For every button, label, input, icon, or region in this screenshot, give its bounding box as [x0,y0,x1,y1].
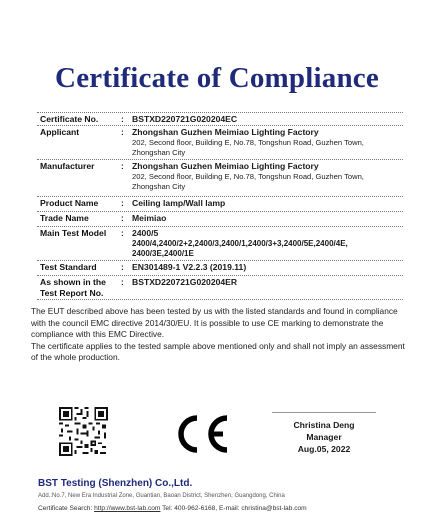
test-report-value: BSTXD220721G020204ER [132,277,238,287]
manufacturer-address: 202, Second floor, Building E, No.78, Tongshun Road, Guzhen Town, Zhongshan City [132,171,364,192]
colon: : [121,127,124,137]
row-test-report [37,275,403,300]
row-applicant [37,125,403,159]
label-trade-name: Trade Name [40,213,89,223]
footer [38,478,418,512]
row-product-name [37,196,403,211]
qr-code-icon [59,407,108,456]
colon: : [121,262,124,272]
company-name: BST Testing (Shenzhen) Co.,Ltd. [38,478,193,489]
label-manufacturer: Manufacturer [40,161,95,171]
label-main-test-model: Main Test Model [40,228,107,238]
signatory-name: Christina Deng [293,420,355,430]
signature-block [272,412,376,455]
row-test-standard [37,260,403,275]
certificate-search-label: Certificate Search: [38,505,93,512]
product-name-value: Ceiling lamp/Wall lamp [132,198,226,208]
trade-name-value: Meimiao [132,213,167,223]
statement-paragraph-1: The EUT described above has been tested by us with the listed standards and found in compliance with the council EMC directive 2014/30/EU. It is possible to use CE marking to demonstrate the compliance with this EMC Directive. [31,306,398,340]
colon: : [121,161,124,171]
signatory-title: Manager [306,432,342,442]
row-trade-name [37,211,403,226]
certificate-info-table [37,112,403,300]
company-email: E-mail: christina@bst-lab.com [218,505,307,512]
certificate-no-value: BSTXD220721G020204EC [132,114,238,124]
colon: : [121,198,124,208]
signature-date: Aug.05, 2022 [297,444,351,454]
label-test-standard: Test Standard [40,262,97,272]
label-test-report-line2: Test Report No. [40,287,104,298]
manufacturer-name: Zhongshan Guzhen Meimiao Lighting Factory [132,161,319,171]
statement-paragraph-2: The certificate applies to the tested sample above mentioned only and shall not imply an assessment of the whole production. [31,340,405,363]
label-test-report [40,277,106,298]
label-product-name: Product Name [40,198,99,208]
row-main-test-model [37,226,403,260]
main-test-model-value: 2400/5 [132,228,159,238]
label-test-report-line1: As shown in the [40,277,106,287]
colon: : [121,228,124,238]
website-link[interactable]: http://www.bst-lab.com [94,505,161,512]
certificate-title: Certificate of Compliance [55,62,379,94]
company-address: Add.:No.7, New Era Industrial Zone, Guantian, Baoan District, Shenzhen, Guangdong, China [38,493,285,499]
compliance-statement [31,306,411,364]
row-manufacturer [37,159,403,196]
label-certificate-no: Certificate No. [40,114,99,124]
certificate-search-line [38,505,418,512]
test-standard-value: EN301489-1 V2.2.3 (2019.11) [132,262,247,272]
company-tel: Tel: 400-962-6168, [162,505,218,512]
colon: : [121,114,124,124]
other-models-value: 2400/4,2400/2+2,2400/3,2400/1,2400/3+3,2400/5E,2400/4E, 2400/3E,2400/1E [132,238,348,259]
colon: : [121,213,124,223]
applicant-address: 202, Second floor, Building E, No.78, Tongshun Road, Guzhen Town, Zhongshan City [132,137,364,158]
row-certificate-no [37,112,403,125]
applicant-name: Zhongshan Guzhen Meimiao Lighting Factory [132,127,319,137]
colon: : [121,277,124,287]
ce-mark-icon [169,411,235,457]
label-applicant: Applicant [40,127,80,137]
